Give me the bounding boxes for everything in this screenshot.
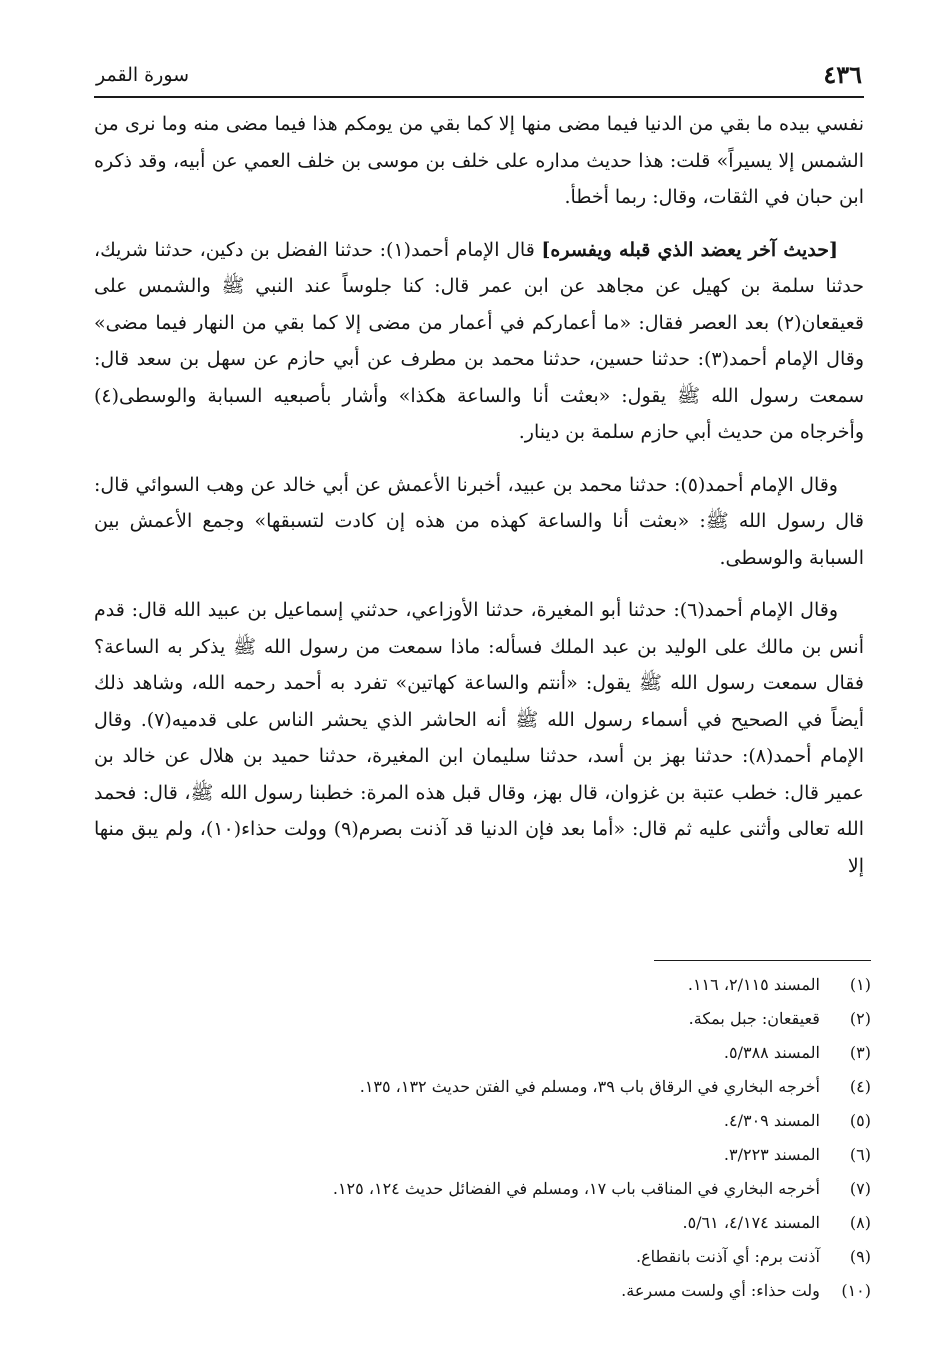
footnote-text: المسند ٥/٣٨٨. [723,1043,820,1062]
footnote-text: المسند ٤/٣٠٩. [723,1111,820,1130]
paragraph-text: وقال الإمام أحمد(٦): حدثنا أبو المغيرة، حدثنا الأوزاعي، حدثني إسماعيل بن عبيد الله قال: قدم أنس بن مالك على الوليد بن عبد الملك فسأله: ماذا سمعت من رسول الله ﷺ يذكر به الساعة؟ فقال سمعت رسول الله ﷺ يقول: «أنتم والساعة كهاتين» تفرد به أحمد رحمه الله، وشاهد ذلك أيضاً في الصحيح في أسماء رسول الله ﷺ أنه الحاشر الذي يحشر الناس على قدميه(٧). وقال الإمام أحمد(٨): حدثنا بهز بن أسد، حدثنا سليمان ابن المغيرة، حدثنا حميد بن هلال عن خالد بن عمير قال: خطب عتبة بن غزوان، قال بهز، وقال قبل هذه المرة: خطبنا رسول الله ﷺ، قال: فحمد الله تعالى وأثنى عليه ثم قال: «أما بعد فإن الدنيا قد آذنت بصرم(٩) وولت حذاء(١٠)، ولم يبق منها إلا [94,599,865,877]
footnote-number: (١٠) [841,1281,871,1300]
page-header [94,52,864,98]
footnote [94,1206,871,1240]
footnote-number: (٩) [849,1247,871,1266]
paragraph-text: قال الإمام أحمد(١): حدثنا الفضل بن دكين، حدثنا شريك، حدثنا سلمة بن كهيل عن مجاهد عن ابن عمر قال: كنا جلوساً عند النبي ﷺ والشمس على قعيقعان(٢) بعد العصر فقال: «ما أعماركم في أعمار من مضى إلا كما بقي من النهار فيما مضى» وقال الإمام أحمد(٣): حدثنا حسين، حدثنا محمد بن مطرف عن أبي حازم عن سهل بن سعد قال: سمعت رسول الله ﷺ يقول: «بعثت أنا والساعة هكذا» وأشار بأصبعيه السبابة والوسطى(٤) وأخرجاه من حديث أبي حازم سلمة بن دينار. [94,238,864,443]
footnote-number: (٢) [849,1009,871,1028]
footnote [94,1138,871,1172]
footnote-number: (٣) [849,1043,871,1062]
paragraph [94,106,864,216]
footnote [94,1240,871,1274]
surah-title: سورة القمر [96,64,190,86]
paragraph-text: نفسي بيده ما بقي من الدنيا فيما مضى منها إلا كما بقي من يومكم هذا فيما مضى منه وما نرى من الشمس إلا يسيراً» قلت: هذا حديث مداره على خلف بن موسى بن خلف العمي عن أبيه، وقد ذكره ابن حبان في الثقات، وقال: ربما أخطأ. [94,113,864,208]
footnotes [94,968,871,1308]
footnote-number: (٤) [849,1077,871,1096]
footnote-number: (٥) [849,1111,871,1130]
footnote [94,968,871,1002]
paragraph [94,467,864,577]
footnote [94,1036,871,1070]
footnote-text: أخرجه البخاري في الرقاق باب ٣٩، ومسلم في الفتن حديث ١٣٢، ١٣٥. [359,1077,820,1096]
paragraph-text: وقال الإمام أحمد(٥): حدثنا محمد بن عبيد، أخبرنا الأعمش عن أبي خالد عن وهب السوائي قال: قال رسول الله ﷺ: «بعثت أنا والساعة كهذه من هذه إن كادت لتسبقها» وجمع الأعمش بين السبابة والوسطى. [94,473,864,569]
section-heading: [حديث آخر يعضد الذي قبله ويفسره] [541,238,838,261]
footnote-text: المسند ٣/٢٢٣. [723,1145,820,1164]
footnote [94,1002,871,1036]
footnote [94,1104,871,1138]
page-number: ٤٣٦ [823,60,862,89]
footnote [94,1274,871,1308]
footnote-text: المسند ٤/١٧٤، ٥/٦١. [682,1213,820,1232]
footnote-number: (٦) [849,1145,871,1164]
footnote-number: (٧) [849,1179,871,1198]
footnote [94,1070,871,1104]
footnote-text: أخرجه البخاري في المناقب باب ١٧، ومسلم في الفضائل حديث ١٢٤، ١٢٥. [332,1179,820,1198]
footnote-text: قعيقعان: جبل بمكة. [688,1009,820,1028]
paragraph [94,592,864,884]
paragraph [94,232,864,451]
main-text [94,106,864,900]
footnote-number: (١) [849,975,871,994]
footnote-separator [654,960,871,961]
footnote [94,1172,871,1206]
footnote-text: المسند ٢/١١٥، ١١٦. [687,975,820,994]
footnote-number: (٨) [849,1213,871,1232]
footnote-text: ولت حذاء: أي ولست مسرعة. [621,1281,820,1300]
footnote-text: آذنت برم: أي آذنت بانقطاع. [636,1247,820,1266]
